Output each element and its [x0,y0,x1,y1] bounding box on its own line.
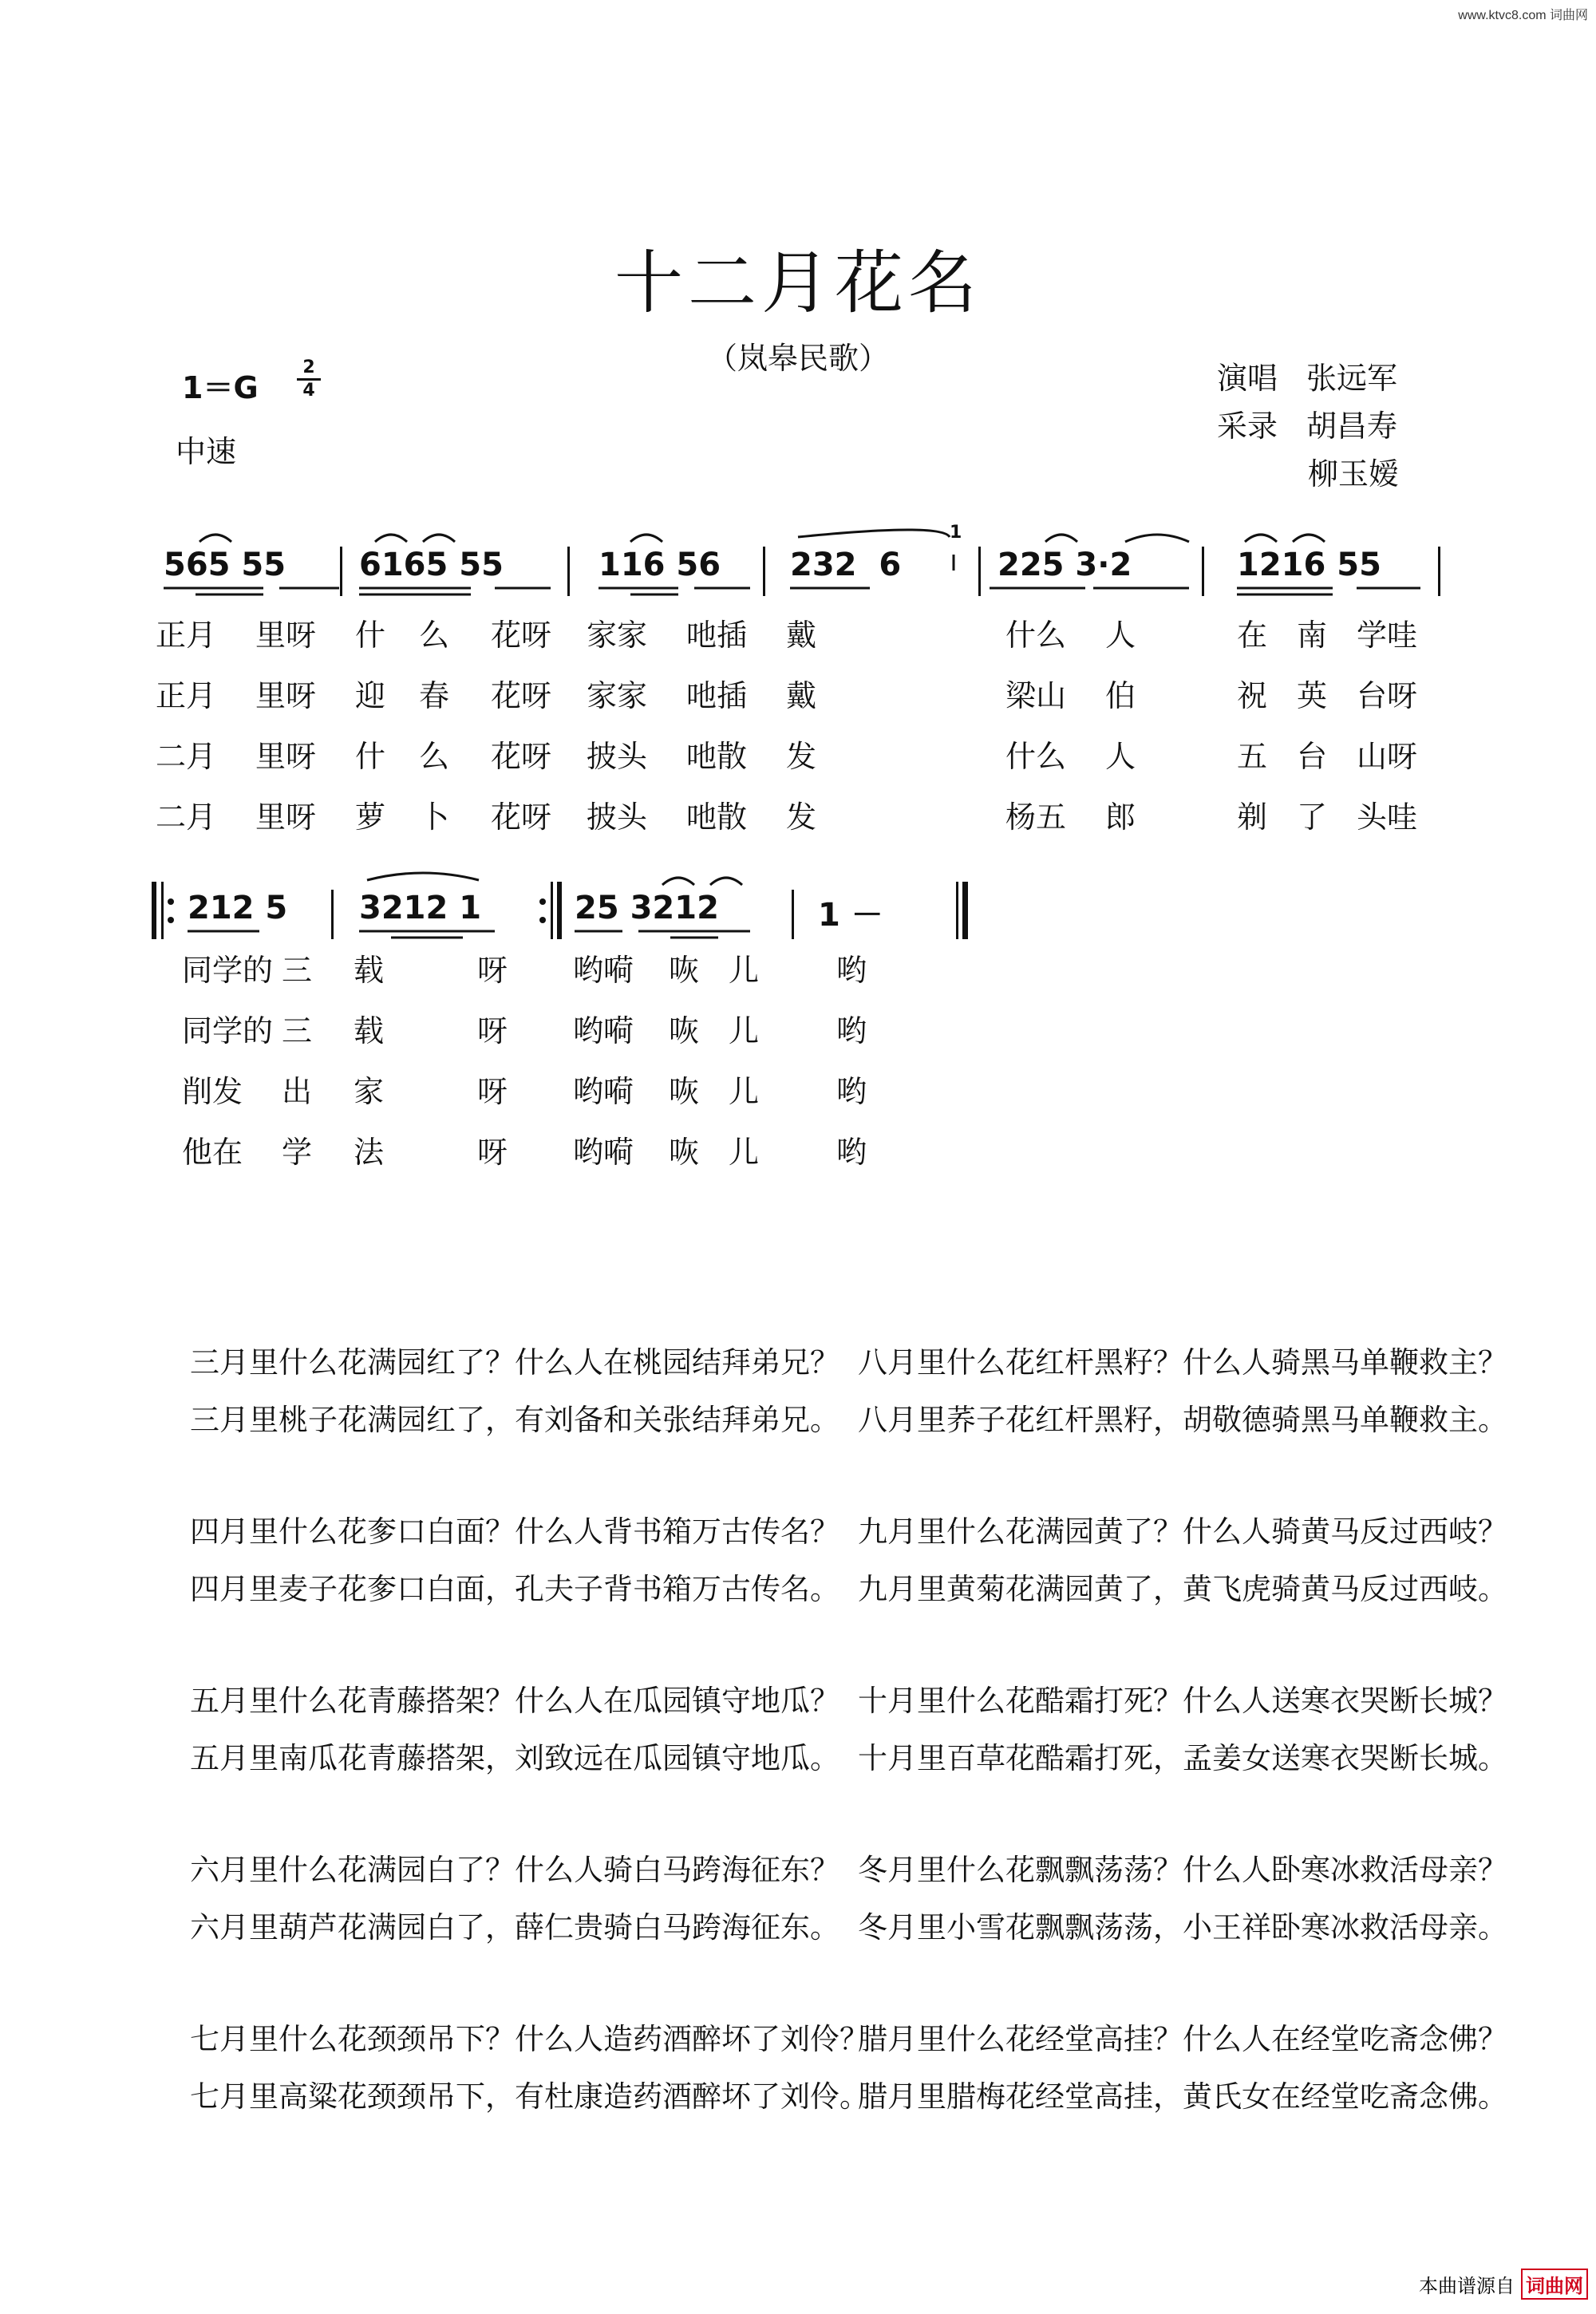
lyrics-line-2 [182,946,900,1188]
lyric-row [156,792,1448,853]
lyric-word: 儿 [729,953,760,988]
score-line-2 [144,866,990,946]
lyric-word: 哟 [836,1135,867,1170]
measure-3: 116 56 [598,547,721,583]
measure-9: 25 3212 [575,890,719,926]
lyric-word: 萝 [355,800,386,835]
lyric-word: 祝 [1237,678,1268,713]
verse-block [858,2011,1576,2180]
lyric-word: 台呀 [1357,678,1418,713]
lyric-word: 同学的 [182,1013,274,1048]
lyric-word: 了 [1297,800,1328,835]
grace-note: 1 [950,523,962,543]
lyric-word: 吔散 [686,739,748,774]
lyric-word: 呀 [477,953,508,988]
credit-name: 柳玉嫒 [1308,456,1400,492]
time-signature [297,357,321,401]
lyric-word: 梁山 [1005,678,1067,713]
barline-1 [340,547,342,596]
song-subtitle: （岚皋民歌） [706,341,889,376]
time-signature-bottom: 4 [302,381,315,401]
lyric-word: 头哇 [1357,800,1418,835]
lyric-row [182,1127,900,1188]
verse-block [190,1503,844,1672]
slur-4 [630,535,662,542]
watermark-top: www.ktvc8.com 词曲网 [1458,9,1588,22]
lyric-word: 什 [355,739,386,774]
verse-answer: 腊月里腊梅花经堂高挂，黄氏女在经堂吃斋念佛。 [858,2079,1507,2114]
lyric-word: 出 [282,1074,313,1109]
lyric-word: 三 [282,953,313,988]
barline-8 [792,890,794,939]
lyric-row [182,1067,900,1127]
repeat-dot [539,917,546,923]
lyric-word: 杨五 [1005,800,1067,835]
lyric-word: 在 [1237,618,1268,653]
credits [1217,351,1399,495]
verse-question: 冬月里什么花飘飘荡荡？什么人卧寒冰救活母亲？ [858,1853,1507,1887]
barline-3 [763,547,765,596]
verse-block [190,1334,844,1503]
lyric-word: 哟 [836,1013,867,1048]
lyric-word: 哟嗬 [573,1074,634,1109]
song-title: 十二月花名 [614,243,982,323]
lyric-word: 花呀 [491,678,552,713]
lyric-word: 里呀 [255,678,317,713]
final-barline-thin [956,882,958,939]
lyric-word: 他在 [182,1135,243,1170]
time-signature-top: 2 [302,357,315,377]
credit-name: 胡昌寿 [1306,408,1398,444]
lyric-word: 英 [1297,678,1328,713]
lyric-word: 人 [1105,739,1136,774]
verse-answer: 九月里黄菊花满园黄了，黄飞虎骑黄马反过西岐。 [858,1572,1507,1606]
verse-question: 五月里什么花青藤搭架？什么人在瓜园镇守地瓜？ [190,1684,839,1718]
verses-right [858,1334,1576,2180]
watermark-brand: 词曲网 [1521,2269,1588,2300]
watermark-source: 本曲谱源自 [1419,2276,1515,2297]
slur-11 [662,878,694,885]
verse-question: 十月里什么花酷霜打死？什么人送寒衣哭断长城？ [858,1684,1507,1718]
lyric-word: 里呀 [255,739,317,774]
measure-2: 6165 55 [359,547,504,583]
lyric-word: 人 [1105,618,1136,653]
lyric-word: 戴 [786,678,817,713]
verse-question: 六月里什么花满园白了？什么人骑白马跨海征东？ [190,1853,839,1887]
score-line-1 [152,523,1460,602]
lyric-word: 儿 [729,1074,760,1109]
lyric-word: 什么 [1005,618,1067,653]
lyric-row [182,1006,900,1067]
slur-5 [798,530,950,537]
verse-answer: 八月里荞子花红杆黑籽，胡敬德骑黑马单鞭救主。 [858,1403,1507,1437]
lyric-word: 呀 [477,1074,508,1109]
lyric-word: 家 [354,1074,385,1109]
lyric-word: 什么 [1005,739,1067,774]
slur-10 [367,873,479,880]
lyric-word: 二月 [156,800,217,835]
verse-block [858,1672,1576,1842]
verse-block [858,1842,1576,2011]
lyric-word: 哟嗬 [573,1135,634,1170]
slur-12 [710,878,742,885]
verse-answer: 十月里百草花酷霜打死，孟姜女送寒衣哭断长城。 [858,1741,1507,1775]
lyric-word: 伯 [1105,678,1136,713]
lyric-word: 咴 [669,1013,700,1048]
lyric-word: 春 [419,678,450,713]
verse-answer: 冬月里小雪花飘飘荡荡，小王祥卧寒冰救活母亲。 [858,1910,1507,1945]
measure-10: 1 － [818,897,883,934]
lyric-word: 发 [786,739,817,774]
lyric-word: 山呀 [1357,739,1418,774]
measure-1: 565 55 [164,547,286,583]
lyric-word: 同学的 [182,953,274,988]
barline-4 [978,547,981,596]
lyric-word: 哟嗬 [573,1013,634,1048]
verse-question: 腊月里什么花经堂高挂？什么人在经堂吃斋念佛？ [858,2022,1507,2056]
lyric-word: 哟嗬 [573,953,634,988]
lyric-word: 吔插 [686,678,748,713]
verses-left [190,1334,869,2180]
lyric-word: 花呀 [491,739,552,774]
verse-answer: 三月里桃子花满园红了，有刘备和关张结拜弟兄。 [190,1403,839,1437]
lyric-word: 咴 [669,1135,700,1170]
lyric-word: 咴 [669,953,700,988]
lyric-word: 戴 [786,618,817,653]
verse-question: 四月里什么花奓口白面？什么人背书箱万古传名？ [190,1514,839,1549]
lyric-word: 家家 [587,678,648,713]
lyric-word: 迎 [355,678,386,713]
credit-recorder-2 [1217,447,1399,495]
lyric-word: 削发 [182,1074,243,1109]
repeat-start-thin [161,882,164,939]
lyric-word: 呀 [477,1135,508,1170]
verse-question: 三月里什么花满园红了？什么人在桃园结拜弟兄？ [190,1345,839,1380]
repeat-end-thin [551,882,553,939]
lyric-word: 台 [1297,739,1328,774]
repeat-end-thick [557,882,562,939]
lyric-word: 吔插 [686,618,748,653]
verse-question: 九月里什么花满园黄了？什么人骑黄马反过西岐？ [858,1514,1507,1549]
repeat-dot [539,898,546,905]
key-signature: 1＝G [182,370,259,405]
lyric-row [156,610,1448,671]
lyric-word: 什 [355,618,386,653]
lyric-word: 呀 [477,1013,508,1048]
lyric-word: 么 [419,739,450,774]
credit-name: 张远军 [1306,360,1398,396]
lyrics-line-1 [156,610,1448,853]
lyric-word: 卜 [419,800,450,835]
credit-singer [1217,351,1399,399]
lyric-word: 里呀 [255,618,317,653]
lyric-word: 咴 [669,1074,700,1109]
lyric-word: 学 [282,1135,313,1170]
lyric-word: 家家 [587,618,648,653]
slur-2 [375,535,407,542]
measure-7: 212 5 [188,890,288,926]
lyric-row [182,946,900,1006]
final-barline-thick [962,882,968,939]
lyric-word: 法 [354,1135,385,1170]
verse-answer: 七月里高粱花颈颈吊下，有杜康造药酒醉坏了刘伶。 [190,2079,869,2114]
barline-5 [1202,547,1204,596]
repeat-dot [168,898,174,905]
lyric-word: 二月 [156,739,217,774]
measure-8: 3212 1 [359,890,482,926]
lyric-word: 剃 [1237,800,1268,835]
lyric-word: 哟 [836,1074,867,1109]
lyric-word: 花呀 [491,800,552,835]
credit-role: 演唱 [1217,360,1278,396]
lyric-word: 哟 [836,953,867,988]
lyric-word: 正月 [156,618,217,653]
verse-answer: 四月里麦子花奓口白面，孔夫子背书箱万古传名。 [190,1572,839,1606]
barline-6 [1438,547,1440,596]
watermark-bottom [1419,2269,1588,2300]
lyric-word: 南 [1297,618,1328,653]
slur-9 [1293,535,1325,542]
verse-question: 八月里什么花红杆黑籽？什么人骑黑马单鞭救主？ [858,1345,1507,1380]
lyric-word: 发 [786,800,817,835]
lyric-word: 儿 [729,1013,760,1048]
lyric-word: 正月 [156,678,217,713]
barline-2 [567,547,570,596]
lyric-word: 载 [354,953,385,988]
lyric-word: 花呀 [491,618,552,653]
measure-4: 232 6 [790,547,902,583]
lyric-word: 儿 [729,1135,760,1170]
lyric-word: 三 [282,1013,313,1048]
measure-6: 1216 55 [1237,547,1381,583]
lyric-word: 载 [354,1013,385,1048]
lyric-word: 披头 [587,800,648,835]
lyric-word: 郎 [1105,800,1136,835]
lyric-word: 吔散 [686,800,748,835]
verse-block [190,2011,869,2180]
tempo-marking: 中速 [176,434,237,469]
slur-1 [200,535,231,542]
lyric-row [156,671,1448,732]
slur-7 [1125,535,1189,542]
verse-question: 七月里什么花颈颈吊下？什么人造药酒醉坏了刘伶？ [190,2022,869,2056]
verse-block [858,1334,1576,1503]
slur-3 [423,535,455,542]
lyric-word: 里呀 [255,800,317,835]
credit-role: 采录 [1217,408,1278,444]
verse-block [858,1503,1576,1672]
barline-7 [331,890,334,939]
verse-answer: 六月里葫芦花满园白了，薛仁贵骑白马跨海征东。 [190,1910,839,1945]
verse-block [190,1672,844,1842]
verse-answer: 五月里南瓜花青藤搭架，刘致远在瓜园镇守地瓜。 [190,1741,839,1775]
lyric-row [156,732,1448,792]
measure-5: 225 3·2 [998,547,1132,583]
repeat-start-thick [152,882,156,939]
slur-6 [1045,535,1077,542]
repeat-dot [168,917,174,923]
credit-recorder [1217,399,1399,447]
lyric-word: 学哇 [1357,618,1418,653]
lyric-word: 么 [419,618,450,653]
slur-8 [1245,535,1277,542]
lyric-word: 五 [1237,739,1268,774]
verse-block [190,1842,844,2011]
lyric-word: 披头 [587,739,648,774]
